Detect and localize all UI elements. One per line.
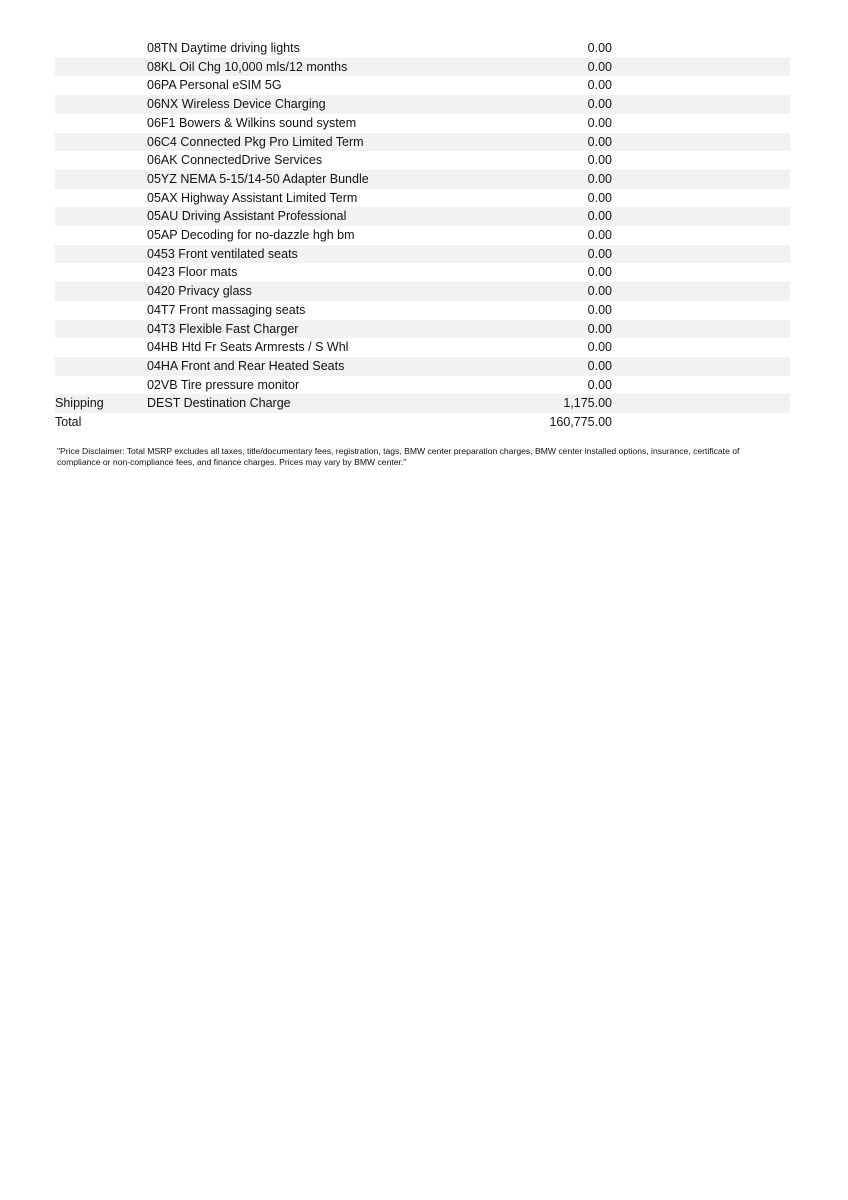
row-category (55, 151, 147, 170)
row-price: 0.00 (587, 340, 612, 355)
row-price: 0.00 (587, 41, 612, 55)
row-price: 0.00 (587, 284, 612, 299)
row-price: 160,775.00 (549, 415, 612, 430)
row-spacer (612, 226, 790, 245)
row-description: 06C4 Connected Pkg Pro Limited Term (147, 134, 364, 149)
row-spacer (612, 394, 790, 413)
table-row (55, 301, 790, 320)
row-spacer (612, 320, 790, 339)
table-row (55, 170, 790, 189)
row-spacer (612, 151, 790, 170)
row-category (55, 301, 147, 320)
table-row (55, 95, 790, 114)
row-spacer (612, 95, 790, 114)
row-spacer (612, 133, 790, 152)
table-row (55, 245, 790, 264)
pricing-table-body (55, 39, 790, 432)
row-price: 0.00 (587, 171, 612, 186)
row-category (55, 189, 147, 208)
row-description: 04HB Htd Fr Seats Armrests / S Whl (147, 340, 349, 355)
row-price: 0.00 (587, 115, 612, 130)
table-row (55, 114, 790, 133)
row-spacer (612, 263, 790, 282)
row-spacer (612, 58, 790, 77)
row-category (55, 114, 147, 133)
row-description: 06F1 Bowers & Wilkins sound system (147, 115, 357, 130)
row-description: 05YZ NEMA 5-15/14-50 Adapter Bundle (147, 171, 369, 186)
row-description: 04HA Front and Rear Heated Seats (147, 358, 345, 373)
row-description: 06NX Wireless Device Charging (147, 97, 326, 112)
table-row (55, 133, 790, 152)
row-description: 05AX Highway Assistant Limited Term (147, 190, 358, 205)
price-disclaimer-text: "Price Disclaimer: Total MSRP excludes all taxes, title/documentary fees, registration, tags, BMW center preparation charges, BMW center installed options, insurance, certificate of compliance or non-compliance fees, and finance charges. Prices may vary by BMW center." (57, 446, 740, 468)
row-spacer (612, 376, 790, 395)
row-category: Shipping (55, 396, 104, 411)
row-price: 0.00 (587, 78, 612, 93)
table-row (55, 357, 790, 376)
row-description (147, 413, 427, 432)
row-spacer (612, 357, 790, 376)
pricing-table (55, 39, 790, 432)
row-description: 08KL Oil Chg 10,000 mls/12 months (147, 59, 348, 74)
table-row (55, 76, 790, 95)
row-price: 0.00 (587, 321, 612, 336)
row-description: 08TN Daytime driving lights (147, 41, 300, 55)
row-spacer (612, 39, 790, 58)
row-price: 0.00 (587, 97, 612, 112)
row-category (55, 76, 147, 95)
table-row (55, 282, 790, 301)
row-description: 0453 Front ventilated seats (147, 246, 298, 261)
row-description: 05AU Driving Assistant Professional (147, 209, 347, 224)
table-row (55, 320, 790, 339)
row-category (55, 357, 147, 376)
row-description: 06PA Personal eSIM 5G (147, 78, 282, 93)
table-row (55, 207, 790, 226)
row-spacer (612, 207, 790, 226)
row-price: 0.00 (587, 246, 612, 261)
table-row (55, 189, 790, 208)
row-price: 0.00 (587, 209, 612, 224)
row-category (55, 263, 147, 282)
table-row (55, 338, 790, 357)
row-price: 0.00 (587, 302, 612, 317)
row-category (55, 207, 147, 226)
row-spacer (612, 114, 790, 133)
row-price: 0.00 (587, 134, 612, 149)
row-description: 02VB Tire pressure monitor (147, 377, 300, 392)
table-row (55, 226, 790, 245)
row-category (55, 170, 147, 189)
table-row (55, 39, 790, 58)
row-spacer (612, 301, 790, 320)
row-spacer (612, 245, 790, 264)
row-category: Total (55, 415, 82, 430)
row-category (55, 95, 147, 114)
row-category (55, 282, 147, 301)
row-price: 0.00 (587, 59, 612, 74)
row-price: 1,175.00 (563, 396, 612, 411)
row-spacer (612, 338, 790, 357)
row-price: 0.00 (587, 153, 612, 168)
row-description: 04T3 Flexible Fast Charger (147, 321, 299, 336)
row-category (55, 39, 147, 58)
row-category (55, 376, 147, 395)
row-category (55, 320, 147, 339)
row-price: 0.00 (587, 265, 612, 280)
table-row (55, 413, 790, 432)
row-category (55, 245, 147, 264)
row-category (55, 58, 147, 77)
table-row (55, 151, 790, 170)
row-price: 0.00 (587, 358, 612, 373)
row-spacer (612, 170, 790, 189)
row-category (55, 338, 147, 357)
row-description: 04T7 Front massaging seats (147, 302, 306, 317)
row-price: 0.00 (587, 377, 612, 392)
row-description: 0423 Floor mats (147, 265, 238, 280)
row-spacer (612, 413, 790, 432)
row-spacer (612, 189, 790, 208)
table-row (55, 58, 790, 77)
row-category (55, 226, 147, 245)
row-description: 05AP Decoding for no-dazzle hgh bm (147, 228, 355, 243)
row-description: 06AK ConnectedDrive Services (147, 153, 323, 168)
row-price: 0.00 (587, 228, 612, 243)
table-row (55, 263, 790, 282)
row-spacer (612, 76, 790, 95)
row-description: 0420 Privacy glass (147, 284, 252, 299)
table-row (55, 376, 790, 395)
row-price: 0.00 (587, 190, 612, 205)
row-spacer (612, 282, 790, 301)
table-row (55, 394, 790, 413)
row-description: DEST Destination Charge (147, 396, 291, 411)
row-category (55, 133, 147, 152)
